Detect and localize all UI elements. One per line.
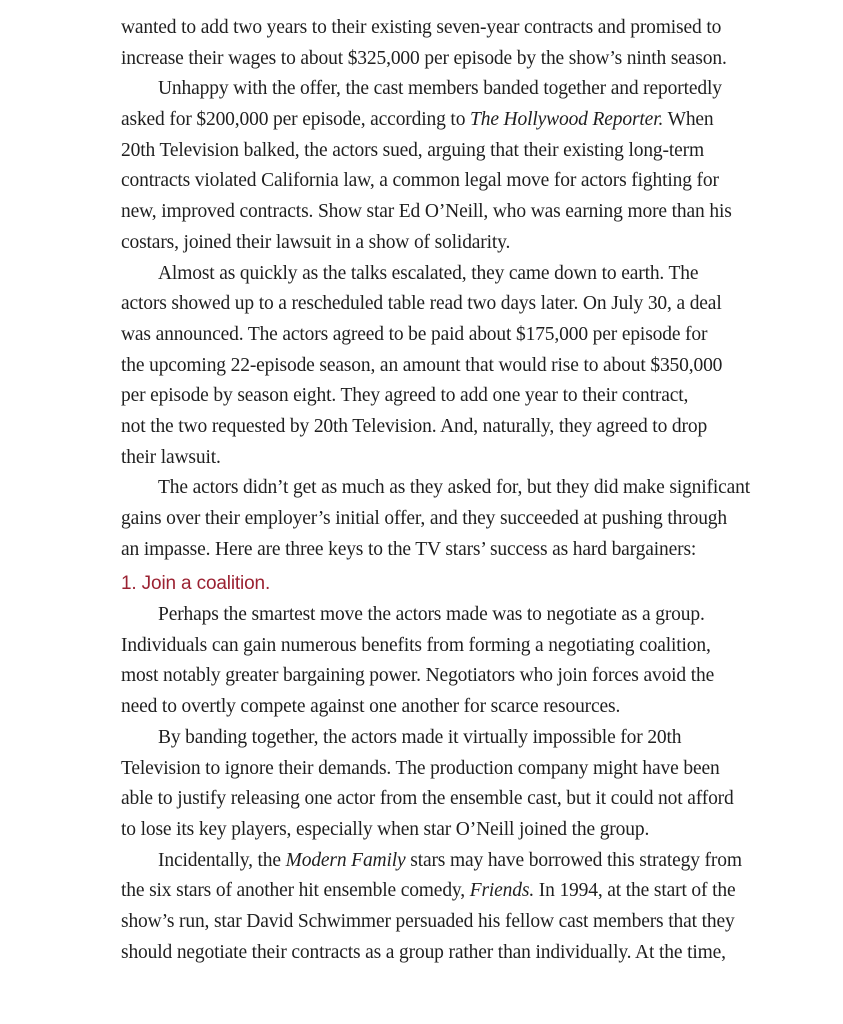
text-line bbox=[121, 320, 771, 351]
text-line bbox=[121, 815, 771, 846]
italic-title: Modern Family bbox=[285, 849, 406, 871]
text-line bbox=[121, 876, 771, 907]
text-line bbox=[121, 44, 771, 75]
text-run: contracts violated California law, a common legal move for actors fighting for bbox=[121, 170, 719, 192]
text-run: In 1994, at the start of the bbox=[534, 880, 736, 902]
text-line bbox=[121, 412, 771, 443]
text-line bbox=[121, 473, 771, 504]
text-run: the upcoming 22-episode season, an amount that would rise to about $350,000 bbox=[121, 354, 723, 376]
text-line bbox=[121, 692, 771, 723]
text-line bbox=[121, 504, 771, 535]
text-run: per episode by season eight. They agreed to add one year to their contract, bbox=[121, 385, 689, 407]
text-run: The actors didn’t get as much as they asked for, but they did make significant bbox=[158, 477, 751, 499]
text-line bbox=[121, 784, 771, 815]
text-line bbox=[121, 754, 771, 785]
text-run: actors showed up to a rescheduled table read two days later. On July 30, a deal bbox=[121, 293, 722, 315]
text-run: an impasse. Here are three keys to the TV stars’ success as hard bargainers: bbox=[121, 538, 697, 560]
text-line bbox=[121, 846, 771, 877]
text-line bbox=[121, 197, 771, 228]
text-run: Unhappy with the offer, the cast members banded together and reportedly bbox=[158, 78, 722, 100]
text-run: most notably greater bargaining power. Negotiators who join forces avoid the bbox=[121, 665, 715, 687]
text-run: Almost as quickly as the talks escalated, they came down to earth. The bbox=[158, 262, 699, 284]
text-run: wanted to add two years to their existing seven-year contracts and promised to bbox=[121, 17, 722, 38]
text-line bbox=[121, 535, 771, 566]
text-run: show’s run, star David Schwimmer persuaded his fellow cast members that they bbox=[121, 910, 735, 932]
text-line bbox=[121, 228, 771, 259]
text-line bbox=[121, 74, 771, 105]
text-run: able to justify releasing one actor from the ensemble cast, but it could not afford bbox=[121, 788, 734, 810]
text-run: their lawsuit. bbox=[121, 446, 221, 468]
text-run: need to overtly compete against one another for scarce resources. bbox=[121, 696, 621, 718]
text-line bbox=[121, 13, 771, 44]
text-line bbox=[121, 166, 771, 197]
text-line bbox=[121, 907, 771, 938]
paragraph bbox=[121, 600, 771, 723]
text-run: Perhaps the smartest move the actors made was to negotiate as a group. bbox=[158, 604, 705, 626]
text-run: When bbox=[663, 109, 714, 131]
text-run: not the two requested by 20th Television. And, naturally, they agreed to drop bbox=[121, 415, 708, 437]
paragraph bbox=[121, 846, 771, 969]
text-run: Individuals can gain numerous benefits from forming a negotiating coalition, bbox=[121, 634, 711, 656]
italic-title: Friends. bbox=[469, 880, 535, 902]
paragraph bbox=[121, 259, 771, 474]
text-run: By banding together, the actors made it virtually impossible for 20th bbox=[158, 726, 682, 748]
text-run: the six stars of another hit ensemble comedy, bbox=[121, 880, 470, 902]
text-line bbox=[121, 600, 771, 631]
text-line bbox=[121, 289, 771, 320]
text-line bbox=[121, 351, 771, 382]
paragraph bbox=[121, 13, 771, 74]
text-line bbox=[121, 938, 771, 969]
text-line bbox=[121, 723, 771, 754]
text-run: Television to ignore their demands. The production company might have been bbox=[121, 757, 720, 779]
text-line bbox=[121, 631, 771, 662]
text-line bbox=[121, 443, 771, 474]
text-run: gains over their employer’s initial offer, and they succeeded at pushing through bbox=[121, 508, 727, 529]
text-run: costars, joined their lawsuit in a show of solidarity. bbox=[121, 231, 511, 253]
text-run: was announced. The actors agreed to be paid about $175,000 per episode for bbox=[121, 323, 708, 345]
text-line bbox=[121, 381, 771, 412]
text-run: new, improved contracts. Show star Ed O’Neill, who was earning more than his bbox=[121, 201, 732, 223]
text-run: 20th Television balked, the actors sued, arguing that their existing long-term bbox=[121, 139, 705, 161]
text-line bbox=[121, 105, 771, 136]
paragraph bbox=[121, 723, 771, 846]
text-line bbox=[121, 661, 771, 692]
text-line bbox=[121, 259, 771, 290]
text-run: asked for $200,000 per episode, according to bbox=[121, 109, 471, 131]
text-line bbox=[121, 136, 771, 167]
paragraph bbox=[121, 473, 771, 565]
section-heading: 1. Join a coalition. bbox=[121, 573, 271, 595]
text-run: increase their wages to about $325,000 per episode by the show’s ninth season. bbox=[121, 47, 727, 69]
italic-title: The Hollywood Reporter. bbox=[470, 109, 664, 131]
paragraph bbox=[121, 74, 771, 258]
text-run: stars may have borrowed this strategy from bbox=[405, 849, 742, 871]
text-run: should negotiate their contracts as a group rather than individually. At the time, bbox=[121, 941, 726, 963]
text-run: Incidentally, the bbox=[158, 849, 286, 871]
text-run: to lose its key players, especially when star O’Neill joined the group. bbox=[121, 818, 650, 840]
article-body bbox=[121, 13, 771, 968]
